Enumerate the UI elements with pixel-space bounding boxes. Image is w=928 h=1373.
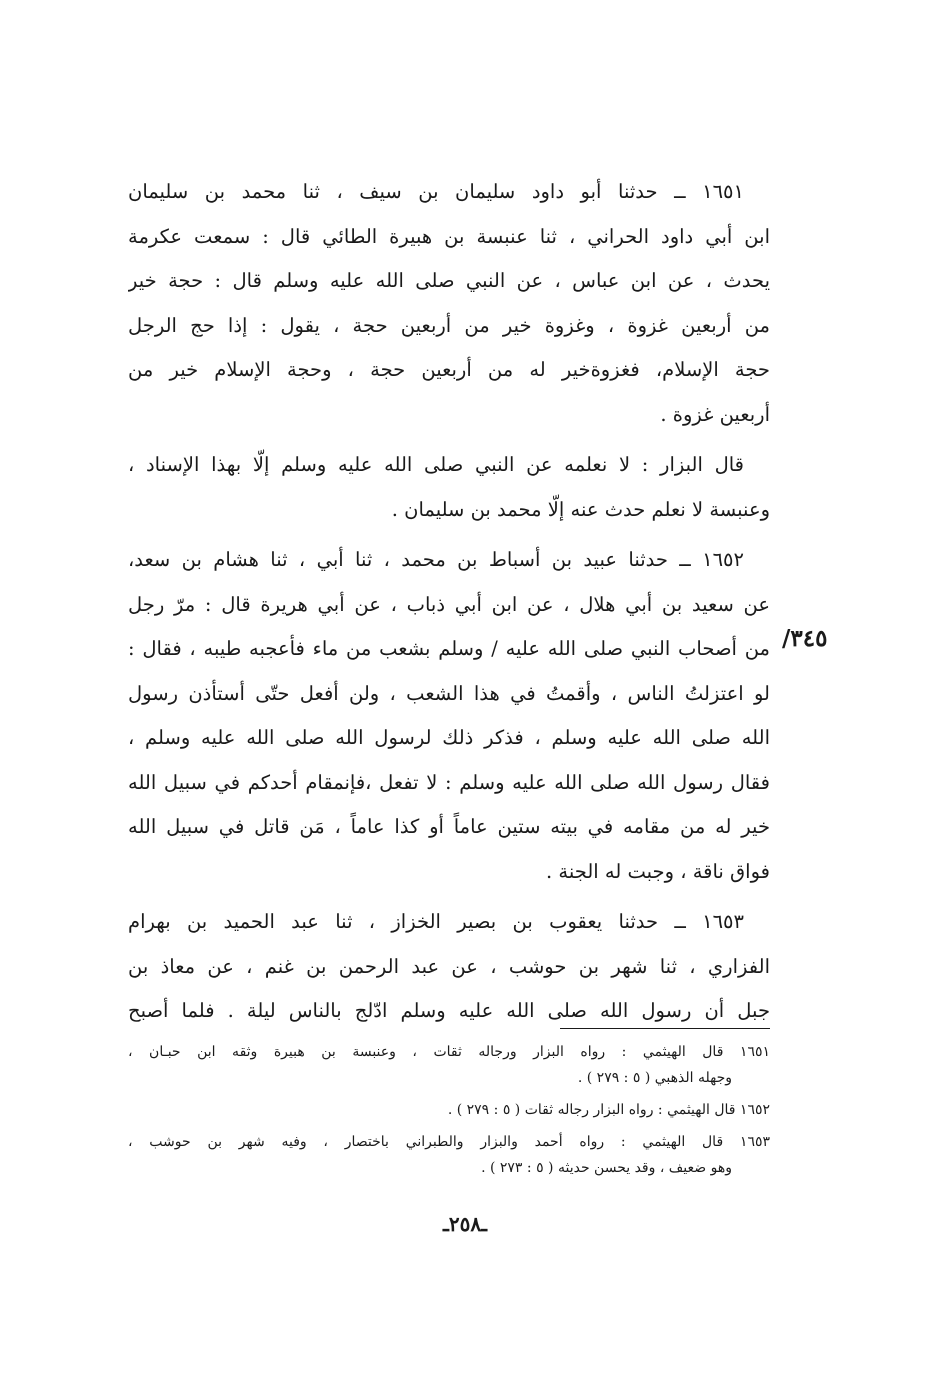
- text-line: جبل أن رسول الله صلى الله عليه وسلم ادّلج بالناس ليلة . فلما أصبح: [128, 999, 770, 1022]
- text-line: لو اعتزلتُ الناس ، وأقمتُ في هذا الشعب ، ولن أفعل حتّى أستأذن رسول: [128, 681, 770, 705]
- footnote-1653: [128, 1129, 770, 1181]
- footnote-1652: [128, 1097, 770, 1123]
- footnote-line: ١٦٥٢ قال الهيثمي : رواه البزار رجاله ثقات ( ٥ : ٢٧٩ ) .: [447, 1102, 770, 1118]
- page-number: ـ٢٥٨ـ: [443, 1212, 487, 1236]
- hadith-1651: [128, 170, 770, 437]
- text-line: فواق ناقة ، وجبت له الجنة .: [546, 859, 770, 883]
- hadith-1652: [128, 538, 770, 894]
- footnote-line: ١٦٥١ قال الهيثمي : رواه البزار ورجاله ثقات ، وعنبسة بن هبيرة وثقه ابن حبـان ،: [128, 1044, 770, 1060]
- text-line: قال البزار : لا نعلمه عن النبي صلى الله عليه وسلم إلّا بهذا الإسناد ،: [128, 453, 744, 476]
- text-line: ابن أبي داود الحراني ، ثنا عنبسة بن هبيرة الطائي قال : سمعت عكرمة: [128, 224, 770, 248]
- main-text: [128, 170, 770, 1034]
- text-line: ١٦٥٢ ــ حدثنا عبيد بن أسباط بن محمد ، ثنا أبي ، ثنا هشام بن سعد،: [128, 548, 744, 571]
- text-line: خير له من مقامه في بيته ستين عاماً أو كذا عاماً ، مَن قاتل في سبيل الله: [128, 815, 770, 838]
- text-line: ١٦٥٣ ــ حدثنا يعقوب بن بصير الخزاز ، ثنا عبد الحميد بن بهرام: [128, 910, 744, 933]
- margin-page-marker: ٣٤٥/: [782, 625, 828, 652]
- footnote-divider: [560, 1028, 770, 1029]
- footnote-1651: [128, 1039, 770, 1091]
- bazzar-comment: [128, 443, 770, 532]
- footnotes: [128, 1039, 770, 1187]
- text-line: يحدث ، عن ابن عباس ، عن النبي صلى الله عليه وسلم قال : حجة خير: [128, 269, 770, 292]
- footnote-line: وهو ضعيف ، وقد يحسن حديثه ( ٥ : ٢٧٣ ) .: [481, 1160, 732, 1176]
- text-line: عن سعيد بن أبي هلال ، عن ابن أبي ذباب ، عن أبي هريرة قال : مرّ رجل: [128, 592, 770, 616]
- footnote-line: ١٦٥٣ قال الهيثمي : رواه أحمد والبزار والطبراني باختصار ، وفيه شهر بن حوشب ،: [128, 1134, 770, 1150]
- text-line: أربعين غزوة .: [660, 402, 770, 426]
- text-line: من أصحاب النبي صلى الله عليه / وسلم بشعب من ماء فأعجبه طيبه ، فقال :: [128, 637, 770, 660]
- text-line: من أربعين غزوة ، وغزوة خير من أربعين حجة ، يقول : إذا حج الرجل: [128, 313, 770, 337]
- text-line: الفزاري ، ثنا شهر بن حوشب ، عن عبد الرحمن بن غنم ، عن معاذ بن: [128, 954, 770, 978]
- text-line: فقال رسول الله صلى الله عليه وسلم : لا تفعل ،فإنمقام أحدكم في سبيل الله: [128, 770, 770, 794]
- text-line: ١٦٥١ ــ حدثنا أبو داود سليمان بن سيف ، ثنا محمد بن سليمان: [128, 180, 744, 203]
- hadith-1653: [128, 900, 770, 1034]
- text-line: وعنبسة لا نعلم حدث عنه إلّا محمد بن سليمان .: [391, 497, 770, 521]
- text-line: الله صلى الله عليه وسلم ، فذكر ذلك لرسول الله صلى الله عليه وسلم ،: [128, 726, 770, 749]
- text-line: حجة الإسلام، فغزوةخير له من أربعين حجة ، وحجة الإسلام خير من: [128, 358, 770, 381]
- footnote-line: وجهله الذهبي ( ٥ : ٢٧٩ ) .: [577, 1070, 732, 1086]
